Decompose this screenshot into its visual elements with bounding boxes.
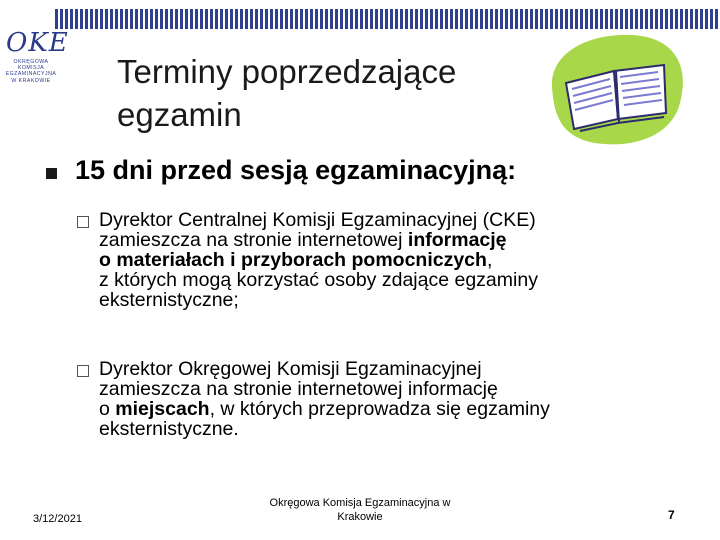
footer-line: Krakowie — [337, 511, 383, 523]
bullet-level1 — [46, 155, 516, 186]
logo-line: OKRĘGOWA — [13, 59, 49, 65]
text-line: eksternistyczne. — [99, 418, 239, 440]
logo-line: KOMISJA — [17, 65, 45, 72]
logo-mark: OKE — [6, 28, 69, 58]
hollow-square-bullet-icon — [77, 365, 89, 377]
bullet-level1-text: 15 dni przed sesją egzaminacyjną: — [75, 155, 517, 185]
bold-span: miejscach — [115, 398, 210, 420]
oke-logo — [2, 28, 69, 92]
hollow-square-bullet-icon — [77, 216, 89, 228]
logo-line: W KRAKOWIE — [11, 77, 51, 84]
text-line: Dyrektor Okręgowej Komisji Egzaminacyjnej — [99, 358, 482, 380]
text-line: Dyrektor Centralnej Komisji Egzaminacyjnej (CKE) — [99, 209, 536, 231]
bullet-item-1-text — [99, 210, 699, 310]
footer-date: 3/12/2021 — [33, 513, 82, 525]
square-bullet-icon — [46, 168, 57, 179]
text-span: zamieszcza na stronie internetowej — [99, 229, 408, 251]
bullet-item-1 — [77, 210, 699, 310]
text-line — [99, 399, 699, 419]
logo-text — [4, 59, 58, 84]
text-line: z których mogą korzystać osoby zdające egzaminy — [99, 269, 538, 291]
logo-line: EGZAMINACYJNA — [5, 71, 57, 78]
text-span: o — [99, 398, 116, 420]
title-line-1: Terminy poprzedzające — [117, 53, 457, 90]
bullet-item-2-text — [99, 359, 699, 439]
page-number: 7 — [668, 508, 675, 522]
text-span: , w których przeprowadza się egzaminy — [209, 398, 550, 420]
text-line: zamieszcza na stronie internetowej informację — [99, 378, 498, 400]
text-line: eksternistyczne; — [99, 289, 239, 311]
slide-title — [117, 50, 456, 136]
bullet-item-2 — [77, 359, 699, 439]
text-span: , — [486, 249, 493, 271]
open-book-icon — [540, 25, 690, 150]
footer-line: Okręgowa Komisja Egzaminacyjna w — [269, 497, 451, 509]
bold-span: o materiałach i przyborach pomocniczych — [99, 249, 487, 271]
text-line — [99, 230, 699, 250]
footer-organization — [250, 496, 470, 524]
bold-span: informację — [407, 229, 507, 251]
text-line — [99, 250, 699, 270]
title-line-2: egzamin — [117, 96, 242, 133]
